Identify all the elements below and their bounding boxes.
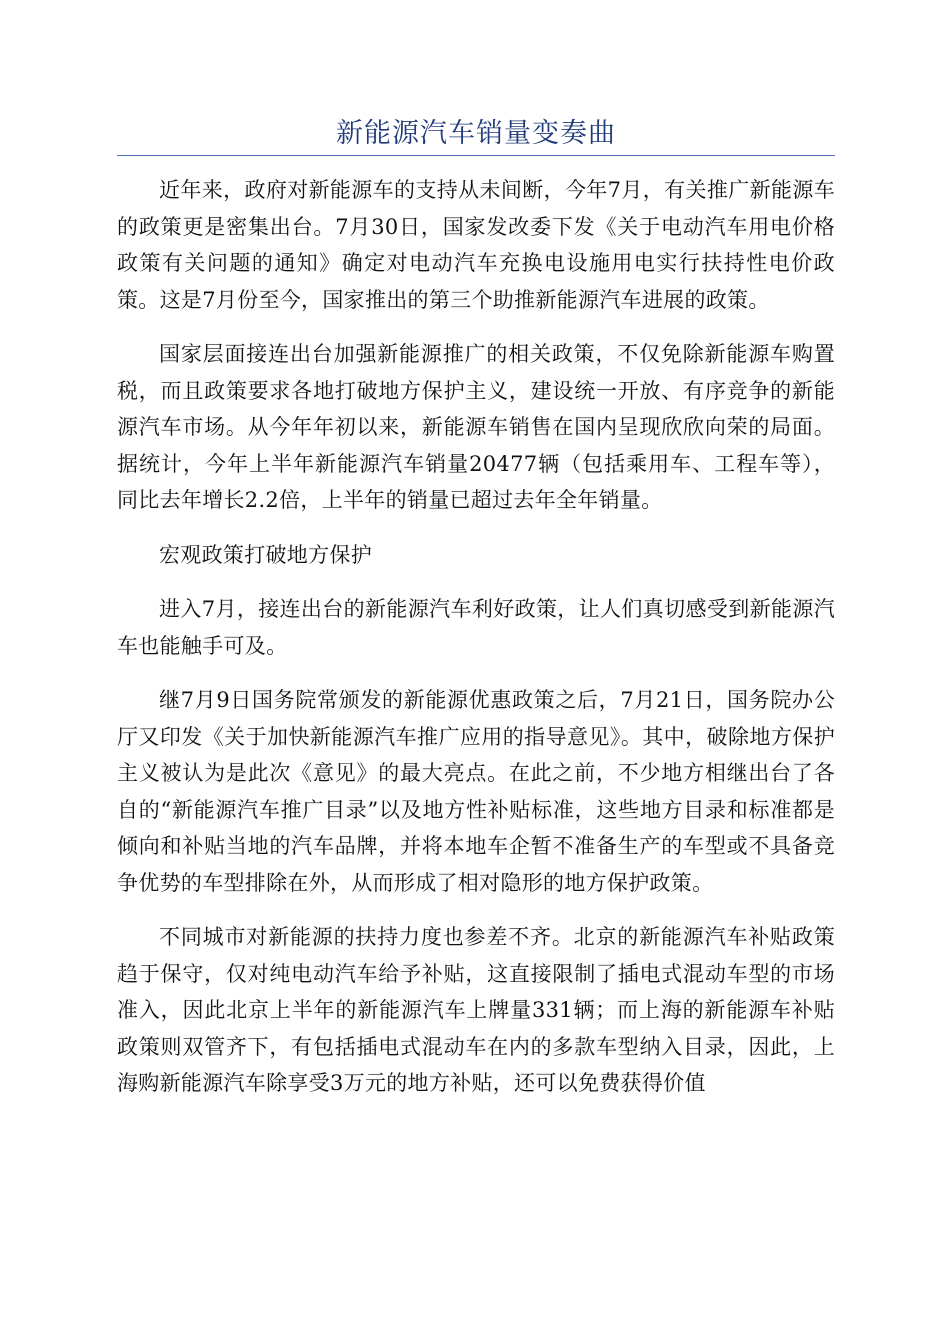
- document-body: [117, 172, 835, 1120]
- title-underline: [117, 155, 835, 156]
- paragraph-4: 继7月9日国务院常颁发的新能源优惠政策之后，7月21日，国务院办公厅又印发《关于加快新能源汽车推广应用的指导意见》。其中，破除地方保护主义被认为是此次《意见》的最大亮点。在此之前，不少地方相继出台了各自的“新能源汽车推广目录”以及地方性补贴标准，这些地方目录和标准都是倾向和补贴当地的汽车品牌，并将本地车企暂不准备生产的车型或不具备竞争优势的车型排除在外，从而形成了相对隐形的地方保护政策。: [117, 688, 835, 895]
- paragraph-1: 近年来，政府对新能源车的支持从未间断，今年7月，有关推广新能源车的政策更是密集出台。7月30日，国家发改委下发《关于电动汽车用电价格政策有关问题的通知》确定对电动汽车充换电设施用电实行扶持性电价政策。这是7月份至今，国家推出的第三个助推新能源汽车进展的政策。: [117, 178, 835, 312]
- paragraph-5: 不同城市对新能源的扶持力度也参差不齐。北京的新能源汽车补贴政策趋于保守，仅对纯电动汽车给予补贴，这直接限制了插电式混动车型的市场准入，因此北京上半年的新能源汽车上牌量331辆；而上海的新能源车补贴政策则双管齐下，有包括插电式混动车在内的多款车型纳入目录，因此，上海购新能源汽车除享受3万元的地方补贴，还可以免费获得价值: [117, 925, 835, 1095]
- section-heading: 宏观政策打破地方保护: [159, 542, 372, 567]
- document-title: 新能源汽车销量变奏曲: [336, 118, 616, 149]
- paragraph-3: 进入7月，接连出台的新能源汽车利好政策，让人们真切感受到新能源汽车也能触手可及。: [117, 597, 835, 658]
- paragraph-2: 国家层面接连出台加强新能源推广的相关政策，不仅免除新能源车购置税，而且政策要求各地打破地方保护主义，建设统一开放、有序竞争的新能源汽车市场。从今年年初以来，新能源车销售在国内呈现欣欣向荣的局面。据统计，今年上半年新能源汽车销量20477辆（包括乘用车、工程车等），同比去年增长2.2倍，上半年的销量已超过去年全年销量。: [117, 342, 835, 512]
